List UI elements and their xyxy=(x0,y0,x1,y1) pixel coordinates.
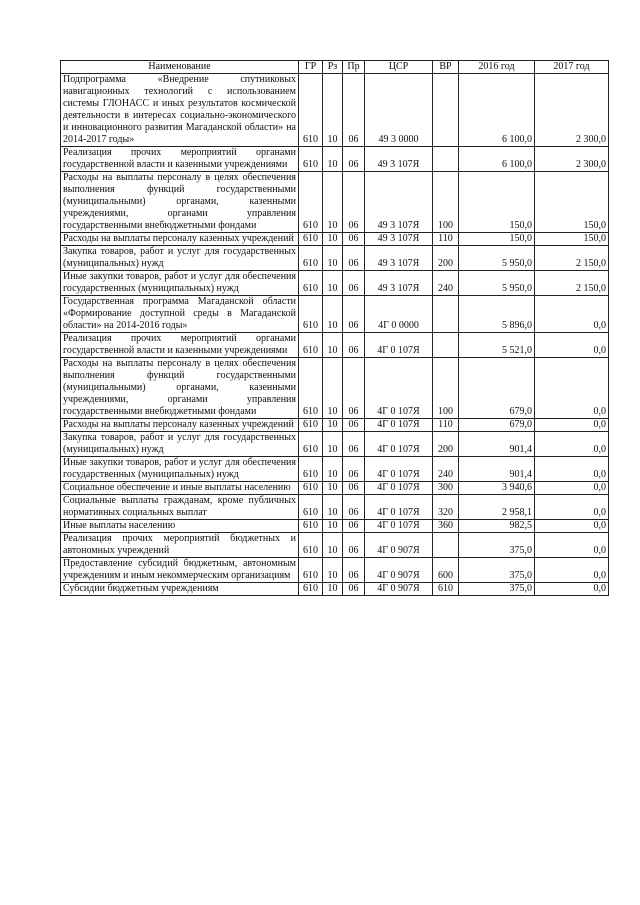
table-header-row xyxy=(61,61,609,74)
cell-vr: 110 xyxy=(433,419,459,432)
table-row xyxy=(61,233,609,246)
cell-2017: 0,0 xyxy=(535,419,609,432)
cell-pr: 06 xyxy=(343,583,365,596)
cell-vr: 200 xyxy=(433,246,459,271)
cell-pr: 06 xyxy=(343,271,365,296)
cell-rz: 10 xyxy=(323,432,343,457)
cell-pr: 06 xyxy=(343,246,365,271)
cell-name: Расходы на выплаты персоналу казенных учреждений xyxy=(61,419,299,432)
cell-2017: 150,0 xyxy=(535,233,609,246)
cell-2016: 982,5 xyxy=(459,520,535,533)
cell-2016: 375,0 xyxy=(459,558,535,583)
table-row xyxy=(61,482,609,495)
cell-gr: 610 xyxy=(299,457,323,482)
table-row xyxy=(61,271,609,296)
cell-2017: 0,0 xyxy=(535,583,609,596)
cell-name: Расходы на выплаты персоналу в целях обеспечения выполнения функций государственными (муниципальными) органами, казенными учреждениями, органами управления государственными внебюджетными фондами xyxy=(61,172,299,233)
table-row xyxy=(61,74,609,147)
cell-gr: 610 xyxy=(299,233,323,246)
table-row xyxy=(61,558,609,583)
cell-csr: 4Г 0 107Я xyxy=(365,520,433,533)
cell-name: Реализация прочих мероприятий органами государственной власти и казенными учреждениями xyxy=(61,147,299,172)
cell-csr: 4Г 0 107Я xyxy=(365,432,433,457)
cell-vr: 200 xyxy=(433,432,459,457)
table-row xyxy=(61,358,609,419)
table-row xyxy=(61,583,609,596)
cell-pr: 06 xyxy=(343,172,365,233)
cell-csr: 4Г 0 907Я xyxy=(365,583,433,596)
cell-rz: 10 xyxy=(323,457,343,482)
header-vr: ВР xyxy=(433,61,459,74)
cell-pr: 06 xyxy=(343,333,365,358)
cell-gr: 610 xyxy=(299,358,323,419)
cell-name: Иные выплаты населению xyxy=(61,520,299,533)
cell-rz: 10 xyxy=(323,495,343,520)
table-row xyxy=(61,333,609,358)
table-row xyxy=(61,246,609,271)
cell-csr: 4Г 0 107Я xyxy=(365,419,433,432)
cell-2016: 5 950,0 xyxy=(459,271,535,296)
cell-name: Иные закупки товаров, работ и услуг для обеспечения государственных (муниципальных) нужд xyxy=(61,457,299,482)
cell-vr: 360 xyxy=(433,520,459,533)
cell-2017: 0,0 xyxy=(535,558,609,583)
cell-gr: 610 xyxy=(299,583,323,596)
cell-gr: 610 xyxy=(299,246,323,271)
cell-name: Социальное обеспечение и иные выплаты населению xyxy=(61,482,299,495)
cell-2016: 5 521,0 xyxy=(459,333,535,358)
table-row xyxy=(61,495,609,520)
cell-2016: 150,0 xyxy=(459,172,535,233)
cell-csr: 49 3 107Я xyxy=(365,271,433,296)
cell-name: Субсидии бюджетным учреждениям xyxy=(61,583,299,596)
cell-name: Иные закупки товаров, работ и услуг для обеспечения государственных (муниципальных) нужд xyxy=(61,271,299,296)
document-page xyxy=(60,60,608,596)
table-body xyxy=(61,74,609,596)
cell-pr: 06 xyxy=(343,147,365,172)
table-row xyxy=(61,457,609,482)
cell-pr: 06 xyxy=(343,74,365,147)
cell-vr xyxy=(433,533,459,558)
cell-rz: 10 xyxy=(323,333,343,358)
header-gr: ГР xyxy=(299,61,323,74)
cell-rz: 10 xyxy=(323,558,343,583)
cell-csr: 4Г 0 107Я xyxy=(365,457,433,482)
cell-vr: 110 xyxy=(433,233,459,246)
cell-rz: 10 xyxy=(323,520,343,533)
cell-vr: 240 xyxy=(433,457,459,482)
cell-pr: 06 xyxy=(343,419,365,432)
cell-pr: 06 xyxy=(343,482,365,495)
cell-csr: 4Г 0 907Я xyxy=(365,533,433,558)
table-row xyxy=(61,533,609,558)
cell-2017: 2 150,0 xyxy=(535,246,609,271)
cell-gr: 610 xyxy=(299,147,323,172)
cell-gr: 610 xyxy=(299,482,323,495)
cell-pr: 06 xyxy=(343,495,365,520)
cell-name: Закупка товаров, работ и услуг для государственных (муниципальных) нужд xyxy=(61,246,299,271)
cell-name: Реализация прочих мероприятий бюджетных и автономных учреждений xyxy=(61,533,299,558)
cell-gr: 610 xyxy=(299,495,323,520)
cell-rz: 10 xyxy=(323,246,343,271)
cell-2017: 0,0 xyxy=(535,533,609,558)
cell-2017: 0,0 xyxy=(535,432,609,457)
table-row xyxy=(61,296,609,333)
cell-rz: 10 xyxy=(323,147,343,172)
cell-csr: 4Г 0 107Я xyxy=(365,358,433,419)
cell-gr: 610 xyxy=(299,520,323,533)
cell-csr: 49 3 107Я xyxy=(365,172,433,233)
cell-2016: 6 100,0 xyxy=(459,74,535,147)
cell-2017: 0,0 xyxy=(535,495,609,520)
cell-2016: 150,0 xyxy=(459,233,535,246)
cell-2016: 901,4 xyxy=(459,432,535,457)
cell-pr: 06 xyxy=(343,296,365,333)
cell-vr: 100 xyxy=(433,172,459,233)
cell-vr: 300 xyxy=(433,482,459,495)
cell-gr: 610 xyxy=(299,172,323,233)
cell-csr: 4Г 0 107Я xyxy=(365,495,433,520)
cell-pr: 06 xyxy=(343,432,365,457)
cell-2016: 679,0 xyxy=(459,358,535,419)
header-2016: 2016 год xyxy=(459,61,535,74)
cell-2017: 0,0 xyxy=(535,520,609,533)
header-csr: ЦСР xyxy=(365,61,433,74)
cell-name: Реализация прочих мероприятий органами государственной власти и казенными учреждениями xyxy=(61,333,299,358)
cell-vr xyxy=(433,74,459,147)
cell-csr: 4Г 0 107Я xyxy=(365,333,433,358)
cell-vr: 100 xyxy=(433,358,459,419)
cell-pr: 06 xyxy=(343,520,365,533)
cell-name: Государственная программа Магаданской области «Формирование доступной среды в Магаданской области» на 2014-2016 годы» xyxy=(61,296,299,333)
cell-2016: 901,4 xyxy=(459,457,535,482)
cell-2017: 150,0 xyxy=(535,172,609,233)
cell-2016: 6 100,0 xyxy=(459,147,535,172)
cell-vr: 610 xyxy=(433,583,459,596)
cell-2017: 2 150,0 xyxy=(535,271,609,296)
cell-pr: 06 xyxy=(343,457,365,482)
cell-gr: 610 xyxy=(299,333,323,358)
cell-gr: 610 xyxy=(299,558,323,583)
cell-2017: 0,0 xyxy=(535,296,609,333)
cell-2016: 375,0 xyxy=(459,533,535,558)
table-row xyxy=(61,520,609,533)
cell-2017: 2 300,0 xyxy=(535,74,609,147)
cell-vr xyxy=(433,333,459,358)
cell-vr: 320 xyxy=(433,495,459,520)
cell-2017: 0,0 xyxy=(535,333,609,358)
cell-pr: 06 xyxy=(343,558,365,583)
cell-2017: 0,0 xyxy=(535,358,609,419)
cell-name: Расходы на выплаты персоналу казенных учреждений xyxy=(61,233,299,246)
cell-2016: 5 896,0 xyxy=(459,296,535,333)
cell-name: Предоставление субсидий бюджетным, автономным учреждениям и иным некоммерческим организациям xyxy=(61,558,299,583)
cell-vr xyxy=(433,147,459,172)
cell-gr: 610 xyxy=(299,296,323,333)
cell-pr: 06 xyxy=(343,533,365,558)
cell-csr: 49 3 0000 xyxy=(365,74,433,147)
cell-2017: 0,0 xyxy=(535,457,609,482)
cell-rz: 10 xyxy=(323,296,343,333)
cell-name: Социальные выплаты гражданам, кроме публичных нормативных социальных выплат xyxy=(61,495,299,520)
cell-gr: 610 xyxy=(299,419,323,432)
cell-rz: 10 xyxy=(323,172,343,233)
cell-2016: 679,0 xyxy=(459,419,535,432)
cell-gr: 610 xyxy=(299,432,323,457)
header-name: Наименование xyxy=(61,61,299,74)
cell-csr: 49 3 107Я xyxy=(365,147,433,172)
cell-rz: 10 xyxy=(323,482,343,495)
table-row xyxy=(61,432,609,457)
cell-csr: 49 3 107Я xyxy=(365,246,433,271)
cell-gr: 610 xyxy=(299,74,323,147)
table-row xyxy=(61,147,609,172)
cell-rz: 10 xyxy=(323,419,343,432)
budget-table xyxy=(60,60,609,596)
table-row xyxy=(61,419,609,432)
cell-pr: 06 xyxy=(343,233,365,246)
cell-rz: 10 xyxy=(323,533,343,558)
cell-name: Расходы на выплаты персоналу в целях обеспечения выполнения функций государственными (муниципальными) органами, казенными учреждениями, органами управления государственными внебюджетными фондами xyxy=(61,358,299,419)
cell-rz: 10 xyxy=(323,271,343,296)
cell-vr: 240 xyxy=(433,271,459,296)
cell-rz: 10 xyxy=(323,74,343,147)
cell-vr: 600 xyxy=(433,558,459,583)
cell-2016: 3 940,6 xyxy=(459,482,535,495)
cell-2017: 0,0 xyxy=(535,482,609,495)
header-2017: 2017 год xyxy=(535,61,609,74)
cell-2016: 2 958,1 xyxy=(459,495,535,520)
cell-pr: 06 xyxy=(343,358,365,419)
cell-rz: 10 xyxy=(323,358,343,419)
cell-gr: 610 xyxy=(299,271,323,296)
header-rz: Рз xyxy=(323,61,343,74)
cell-name: Закупка товаров, работ и услуг для государственных (муниципальных) нужд xyxy=(61,432,299,457)
cell-csr: 4Г 0 107Я xyxy=(365,482,433,495)
cell-gr: 610 xyxy=(299,533,323,558)
cell-2016: 375,0 xyxy=(459,583,535,596)
cell-csr: 4Г 0 0000 xyxy=(365,296,433,333)
cell-rz: 10 xyxy=(323,583,343,596)
cell-2017: 2 300,0 xyxy=(535,147,609,172)
cell-csr: 49 3 107Я xyxy=(365,233,433,246)
table-row xyxy=(61,172,609,233)
cell-name: Подпрограмма «Внедрение спутниковых навигационных технологий с использованием системы ГЛОНАСС и иных результатов космической деятельности в интересах социально-экономического и инновационного развития Магаданской области» на 2014-2017 годы» xyxy=(61,74,299,147)
cell-vr xyxy=(433,296,459,333)
cell-2016: 5 950,0 xyxy=(459,246,535,271)
header-pr: Пр xyxy=(343,61,365,74)
cell-rz: 10 xyxy=(323,233,343,246)
cell-csr: 4Г 0 907Я xyxy=(365,558,433,583)
